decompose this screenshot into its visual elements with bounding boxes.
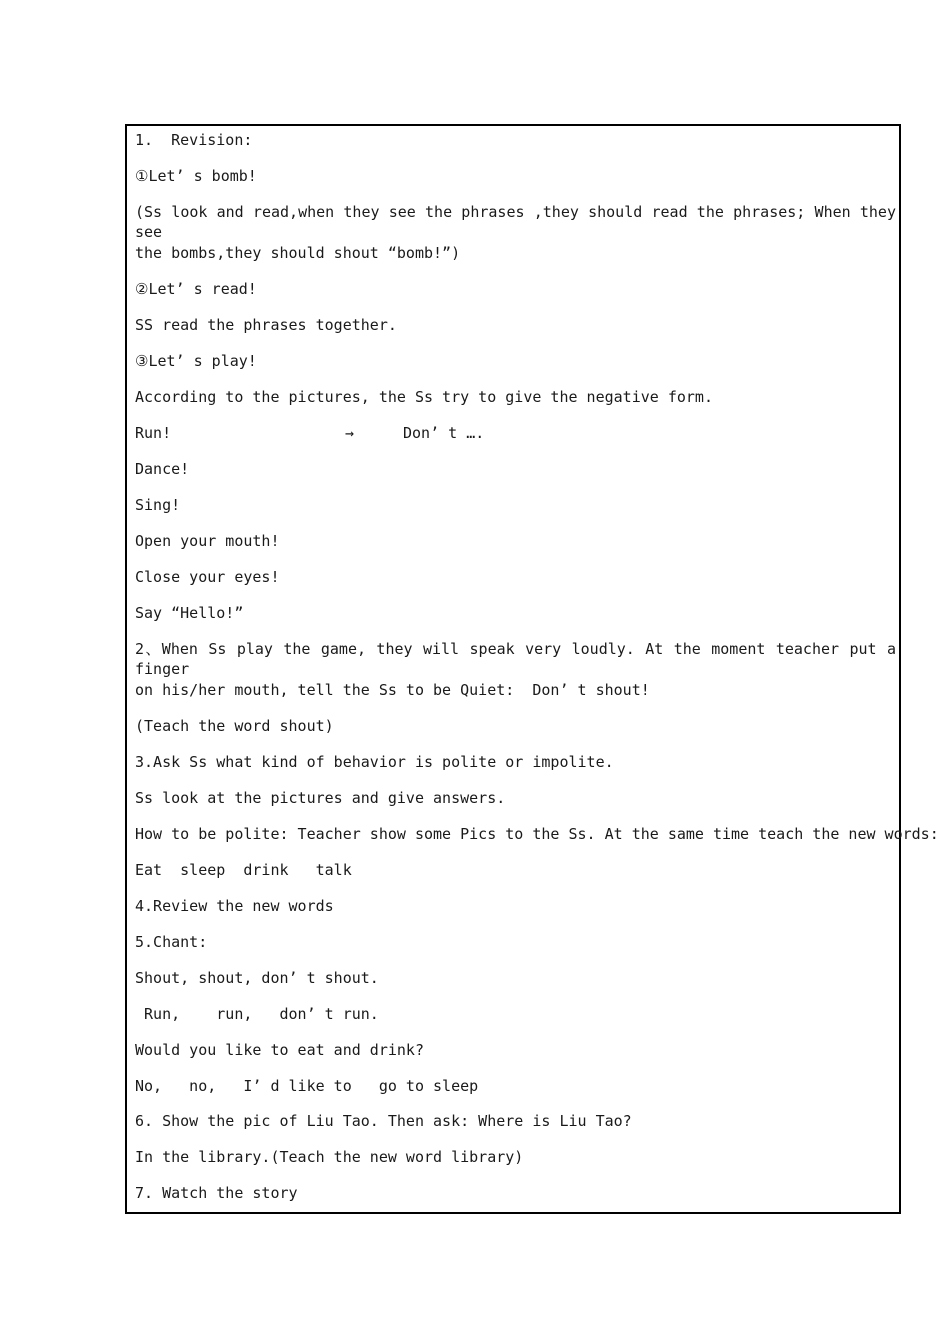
polite-new-words-intro: How to be polite: Teacher show some Pics to the Ss. At the same time teach the new words: <box>135 825 939 843</box>
phrase-say-hello: Say “Hello!” <box>135 604 244 622</box>
step-lets-play: ③Let’ s play! <box>135 352 257 370</box>
bomb-instructions-line-2: the bombs,they should shout “bomb!”) <box>135 244 461 262</box>
step-3-answers: Ss look at the pictures and give answers. <box>135 789 506 807</box>
play-instructions: According to the pictures, the Ss try to give the negative form. <box>135 388 713 406</box>
phrase-open-mouth: Open your mouth! <box>135 532 280 550</box>
phrase-sing: Sing! <box>135 496 181 514</box>
new-words-list: Eat sleep drink talk <box>135 861 352 879</box>
phrase-close-eyes: Close your eyes! <box>135 568 280 586</box>
revision-heading: 1. Revision: <box>135 131 253 149</box>
step-7-watch-story: 7. Watch the story <box>135 1184 298 1202</box>
step-lets-bomb: ①Let’ s bomb! <box>135 167 257 185</box>
phrase-run: Run! <box>135 424 172 442</box>
step-2-line-1: 2、When Ss play the game, they will speak very loudly. At the moment teacher put a finger <box>135 640 896 678</box>
teach-word-shout: (Teach the word shout) <box>135 717 334 735</box>
chant-line-1: Shout, shout, don’ t shout. <box>135 969 379 987</box>
chant-line-2: Run, run, don’ t run. <box>135 1005 379 1023</box>
step-5-chant: 5.Chant: <box>135 933 208 951</box>
chant-line-4: No, no, I’ d like to go to sleep <box>135 1077 479 1095</box>
step-lets-read: ②Let’ s read! <box>135 280 257 298</box>
bomb-instructions-line-1: (Ss look and read,when they see the phrases ,they should read the phrases; When they see <box>135 203 896 241</box>
step-3-question: 3.Ask Ss what kind of behavior is polite or impolite. <box>135 753 614 771</box>
step-6-answer: In the library.(Teach the new word library) <box>135 1148 524 1166</box>
step-4-review: 4.Review the new words <box>135 897 334 915</box>
phrase-dance: Dance! <box>135 460 190 478</box>
read-instructions: SS read the phrases together. <box>135 316 397 334</box>
step-6-show-pic: 6. Show the pic of Liu Tao. Then ask: Where is Liu Tao? <box>135 1112 632 1130</box>
negative-form-dont: Don’ t …. <box>403 424 485 442</box>
chant-line-3: Would you like to eat and drink? <box>135 1041 424 1059</box>
step-2-line-2: on his/her mouth, tell the Ss to be Quiet: Don’ t shout! <box>135 681 650 699</box>
arrow-right-icon: → <box>345 424 355 442</box>
